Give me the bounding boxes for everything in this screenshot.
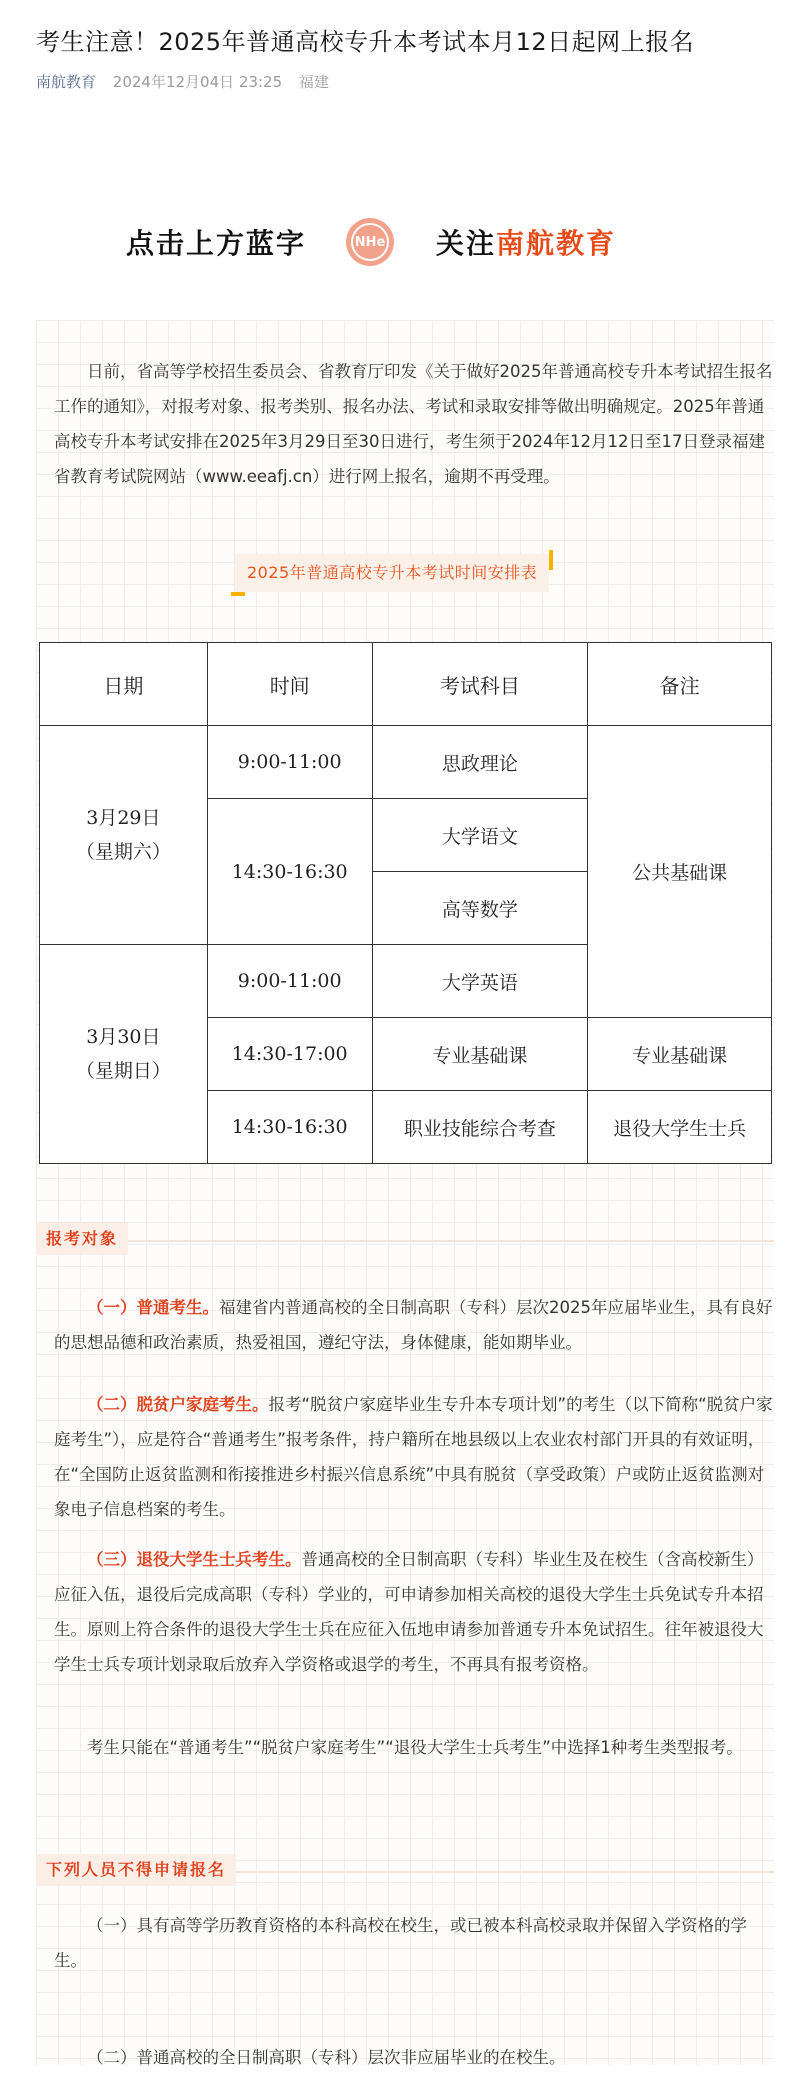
eligibility-text-3: 普通高校的全日制高职（专科）毕业生及在校生（含高校新生）应征入伍，退役后完成高职（专科）学业的，可申请参加相关高校的退役大学生士兵免试专升本招生。原则上符合条件的退役大学生士兵在应征入伍地申请参加普通专升本免试招生。往年被退役大学生士兵专项计划录取后放弃入学资格或退学的考生，不再具有报考资格。 [54, 1550, 764, 1674]
table-row [40, 726, 772, 799]
day1-slot1-time: 9:00-11:00 [207, 726, 372, 799]
day2-weekday: （星期日） [75, 1060, 171, 1082]
banner-left-text: 点击上方蓝字 [126, 227, 307, 260]
article-meta [36, 71, 341, 92]
day1-slot2-subject-b: 高等数学 [372, 872, 588, 945]
eligibility-text-1: 福建省内普通高校的全日制高职（专科）层次2025年应届毕业生，具有良好的思想品德和政治素质，热爱祖国，遵纪守法，身体健康，能如期毕业。 [54, 1298, 773, 1352]
banner-right-text [436, 222, 616, 262]
eligibility-paragraph-4: 考生只能在“普通考生”“脱贫户家庭考生”“退役大学生士兵考生”中选择1种考生类型报考。 [87, 1738, 743, 1757]
eligibility-label-3: （三）退役大学生士兵考生。 [87, 1550, 302, 1569]
ineligible-paragraph-2: （二）普通高校的全日制高职（专科）层次非应届毕业的在校生。 [87, 2048, 566, 2067]
header-remark: 备注 [588, 643, 772, 726]
banner-brand: 南航教育 [496, 227, 617, 260]
intro-paragraph: 日前，省高等学校招生委员会、省教育厅印发《关于做好2025年普通高校专升本考试招生报名工作的通知》，对报考对象、报考类别、报名办法、考试和录取安排等做出明确规定。2025年普通高校专升本考试安排在2025年3月29日至30日进行，考生须于2024年12月12日至17日登录福建省教育考试院网站（www.eeafj.cn）进行网上报名，逾期不再受理。 [54, 362, 773, 486]
article-title: 考生注意！2025年普通高校专升本考试本月12日起网上报名 [36, 28, 695, 56]
day1-weekday: （星期六） [75, 841, 171, 863]
table-header-row [40, 643, 772, 726]
header-time: 时间 [207, 643, 372, 726]
day2-slot2-remark: 专业基础课 [588, 1018, 772, 1091]
day2-date: 3月30日 [86, 1026, 161, 1048]
day1-date: 3月29日 [86, 807, 161, 829]
eligibility-paragraph-3 [54, 1542, 774, 1682]
eligibility-label-1: （一）普通考生。 [87, 1298, 219, 1317]
eligibility-label-2: （二）脱贫户家庭考生。 [87, 1395, 269, 1414]
day1-slot1-subject: 思政理论 [372, 726, 588, 799]
section-heading-ineligible: 下列人员不得申请报名 [36, 1854, 236, 1886]
day1-slot2-time: 14:30-16:30 [207, 799, 372, 945]
header-date: 日期 [40, 643, 208, 726]
day2-slot3-time: 14:30-16:30 [207, 1091, 372, 1164]
section-divider [36, 1240, 774, 1242]
eligibility-paragraph-2 [54, 1387, 774, 1527]
day2-slot3-remark: 退役大学生士兵 [588, 1091, 772, 1164]
eligibility-text-2: 报考“脱贫户家庭毕业生专升本专项计划”的考生（以下简称“脱贫户家庭考生”），应是符合“普通考生”报考条件，持户籍所在地县级以上农业农村部门开具的有效证明，在“全国防止返贫监测和衔接推进乡村振兴信息系统”中具有脱贫（享受政策）户或防止返贫监测对象电子信息档案的考生。 [54, 1395, 773, 1519]
day2-slot1-subject: 大学英语 [372, 945, 588, 1018]
header-subject: 考试科目 [372, 643, 588, 726]
schedule-title: 2025年普通高校专升本考试时间安排表 [235, 554, 549, 592]
day2-slot1-time: 9:00-11:00 [207, 945, 372, 1018]
section-heading-eligibility: 报考对象 [36, 1223, 128, 1255]
publish-location: 福建 [298, 73, 329, 91]
schedule-table [39, 642, 772, 1164]
banner-right-prefix: 关注 [436, 227, 497, 260]
day1-remark: 公共基础课 [588, 726, 772, 1018]
day1-date-cell [40, 726, 208, 945]
day2-slot2-subject: 专业基础课 [372, 1018, 588, 1091]
follow-banner [126, 216, 616, 268]
eligibility-paragraph-1 [54, 1290, 774, 1360]
day2-slot3-subject: 职业技能综合考查 [372, 1091, 588, 1164]
brand-logo-icon [346, 218, 394, 266]
day2-date-cell [40, 945, 208, 1164]
ineligible-paragraph-1: （一）具有高等学历教育资格的本科高校在校生，或已被本科高校录取并保留入学资格的学生。 [54, 1916, 747, 1970]
publish-date: 2024年12月04日 23:25 [112, 73, 283, 91]
logo-text: NHe [354, 234, 386, 250]
author-link[interactable]: 南航教育 [36, 73, 97, 91]
day2-slot2-time: 14:30-17:00 [207, 1018, 372, 1091]
day1-slot2-subject-a: 大学语文 [372, 799, 588, 872]
